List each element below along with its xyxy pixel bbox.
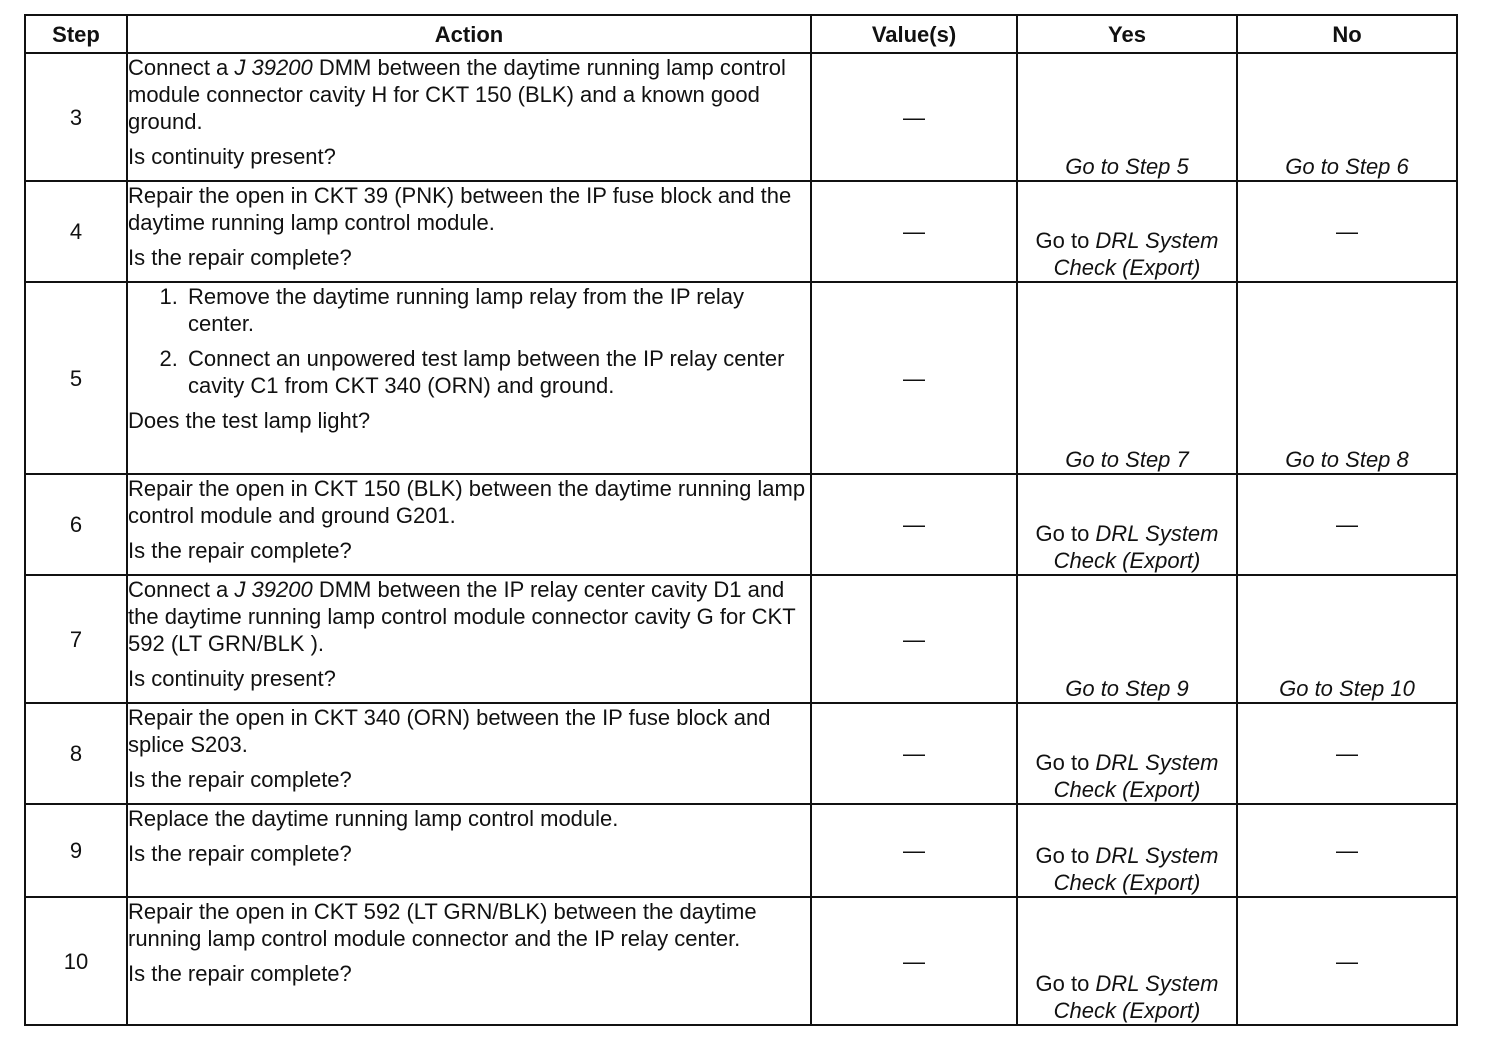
diagnostic-table <box>24 14 1458 1026</box>
value-cell: — <box>811 474 1017 575</box>
value-cell: — <box>811 181 1017 282</box>
action-text-part: DMM between the IP relay center cavity D1 and the daytime running lamp control module connector cavity G for CKT 592 (LT GRN/BLK ). <box>128 577 796 656</box>
action-text <box>128 576 810 657</box>
action-question: Is continuity present? <box>128 144 336 169</box>
yes-prefix: Go to <box>1035 750 1096 775</box>
substep-list <box>128 283 810 399</box>
action-cell <box>127 282 811 474</box>
no-result: Go to Step 6 <box>1237 53 1457 181</box>
drl-system-check-link[interactable]: DRL System Check (Export) <box>1053 228 1219 280</box>
yes-result <box>1017 804 1237 897</box>
step-number: 5 <box>25 282 127 474</box>
table-row <box>25 181 1457 282</box>
no-result: — <box>1237 804 1457 897</box>
action-text-part: DMM between the daytime running lamp control module connector cavity H for CKT 150 (BLK) and a known good ground. <box>128 55 786 134</box>
substep-item: 1. Remove the daytime running lamp relay from the IP relay center. <box>184 283 810 337</box>
step-number: 3 <box>25 53 127 181</box>
step-number: 4 <box>25 181 127 282</box>
action-text-part: Connect a <box>128 577 235 602</box>
tool-reference: J 39200 <box>234 55 313 80</box>
table-row <box>25 703 1457 804</box>
no-result: Go to Step 8 <box>1237 282 1457 474</box>
action-question: Is continuity present? <box>128 666 336 691</box>
action-cell <box>127 897 811 1025</box>
step-number: 10 <box>25 897 127 1025</box>
no-result: — <box>1237 181 1457 282</box>
action-cell <box>127 53 811 181</box>
header-values: Value(s) <box>811 15 1017 53</box>
action-text: Repair the open in CKT 340 (ORN) between the IP fuse block and splice S203. <box>128 705 771 757</box>
step-number: 8 <box>25 703 127 804</box>
header-no: No <box>1237 15 1457 53</box>
action-question: Is the repair complete? <box>128 841 352 866</box>
action-question: Is the repair complete? <box>128 538 352 563</box>
drl-system-check-link[interactable]: DRL System Check (Export) <box>1053 843 1219 895</box>
value-cell: — <box>811 804 1017 897</box>
drl-system-check-link[interactable]: DRL System Check (Export) <box>1053 750 1219 802</box>
yes-result <box>1017 181 1237 282</box>
action-question: Does the test lamp light? <box>128 408 371 433</box>
value-cell: — <box>811 897 1017 1025</box>
action-text-part: Connect a <box>128 55 235 80</box>
yes-prefix: Go to <box>1035 228 1096 253</box>
table-row <box>25 282 1457 474</box>
drl-system-check-link[interactable]: DRL System Check (Export) <box>1053 521 1219 573</box>
table-row <box>25 474 1457 575</box>
table-row <box>25 897 1457 1025</box>
header-step: Step <box>25 15 127 53</box>
yes-prefix: Go to <box>1035 971 1096 996</box>
yes-result: Go to Step 5 <box>1017 53 1237 181</box>
action-cell <box>127 181 811 282</box>
step-number: 6 <box>25 474 127 575</box>
action-question: Is the repair complete? <box>128 961 352 986</box>
value-cell: — <box>811 53 1017 181</box>
drl-system-check-link[interactable]: DRL System Check (Export) <box>1053 971 1219 1023</box>
no-result: — <box>1237 474 1457 575</box>
table-row <box>25 575 1457 703</box>
no-result: — <box>1237 703 1457 804</box>
tool-reference: J 39200 <box>234 577 313 602</box>
action-cell <box>127 575 811 703</box>
action-text: Repair the open in CKT 592 (LT GRN/BLK) between the daytime running lamp control module connector and the IP relay center. <box>128 899 757 951</box>
action-text <box>128 54 810 135</box>
yes-result: Go to Step 7 <box>1017 282 1237 474</box>
value-cell: — <box>811 575 1017 703</box>
action-question: Is the repair complete? <box>128 245 352 270</box>
no-result: Go to Step 10 <box>1237 575 1457 703</box>
header-action: Action <box>127 15 811 53</box>
header-row <box>25 15 1457 53</box>
action-text: Replace the daytime running lamp control module. <box>128 806 619 831</box>
yes-result <box>1017 897 1237 1025</box>
action-question: Is the repair complete? <box>128 767 352 792</box>
no-result: — <box>1237 897 1457 1025</box>
action-text: Repair the open in CKT 39 (PNK) between the IP fuse block and the daytime running lamp control module. <box>128 183 792 235</box>
header-yes: Yes <box>1017 15 1237 53</box>
action-text: Repair the open in CKT 150 (BLK) between the daytime running lamp control module and ground G201. <box>128 476 806 528</box>
action-cell <box>127 804 811 897</box>
value-cell: — <box>811 703 1017 804</box>
yes-result <box>1017 474 1237 575</box>
action-cell <box>127 703 811 804</box>
step-number: 7 <box>25 575 127 703</box>
step-number: 9 <box>25 804 127 897</box>
table-row <box>25 804 1457 897</box>
substep-item: 2. Connect an unpowered test lamp between the IP relay center cavity C1 from CKT 340 (ORN) and ground. <box>184 345 810 399</box>
yes-prefix: Go to <box>1035 843 1096 868</box>
yes-result: Go to Step 9 <box>1017 575 1237 703</box>
table-row <box>25 53 1457 181</box>
value-cell: — <box>811 282 1017 474</box>
yes-prefix: Go to <box>1035 521 1096 546</box>
yes-result <box>1017 703 1237 804</box>
action-cell <box>127 474 811 575</box>
